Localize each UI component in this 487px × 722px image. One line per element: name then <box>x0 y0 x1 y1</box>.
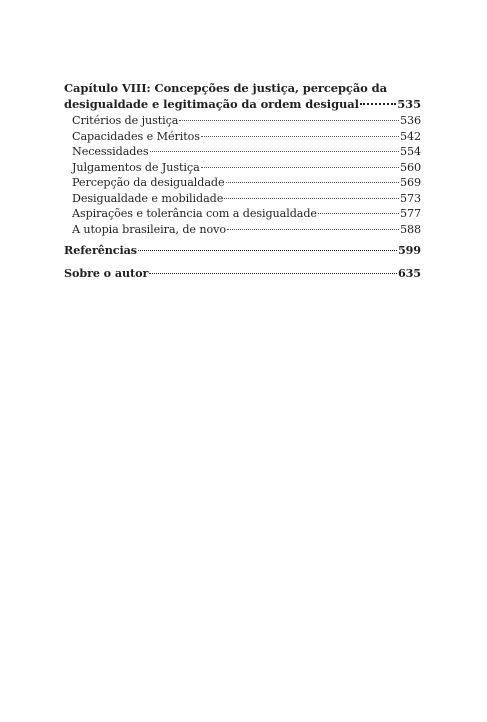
section-label: A utopia brasileira, de novo <box>72 222 226 236</box>
dot-leader <box>224 198 399 199</box>
section-label: Capacidades e Méritos <box>72 129 200 143</box>
section-label: Desigualdade e mobilidade <box>72 191 224 205</box>
section-entry-necessidades[interactable] <box>72 144 421 160</box>
dot-leader <box>201 136 399 137</box>
section-page-number: 577 <box>399 207 421 220</box>
section-list <box>72 113 421 237</box>
dot-leader <box>318 213 399 214</box>
section-entry-julgamentos[interactable] <box>72 160 421 176</box>
section-entry-aspiracoes[interactable] <box>72 206 421 222</box>
section-page-number: 542 <box>399 129 421 143</box>
about-author-entry[interactable] <box>64 266 421 282</box>
references-label: Referências <box>64 243 138 257</box>
table-of-contents <box>64 81 421 281</box>
section-entry-mobilidade[interactable] <box>72 191 421 207</box>
dot-leader <box>201 167 399 168</box>
section-page-number: 554 <box>399 145 421 158</box>
section-page-number: 560 <box>399 160 421 174</box>
section-label: Aspirações e tolerância com a desigualdade <box>72 207 317 220</box>
section-page-number: 588 <box>399 222 421 236</box>
dot-leader <box>360 103 396 105</box>
chapter-title-line2: desigualdade e legitimação da ordem desigual <box>64 96 359 111</box>
dot-leader <box>227 229 399 230</box>
references-page-number: 599 <box>397 243 421 257</box>
dot-leader <box>179 120 399 121</box>
section-entry-utopia[interactable] <box>72 222 421 238</box>
chapter-page-number: 535 <box>397 96 421 111</box>
section-label: Julgamentos de Justiça <box>72 160 200 174</box>
section-page-number: 573 <box>399 191 421 205</box>
section-entry-percepcao[interactable] <box>72 175 421 191</box>
section-page-number: 569 <box>399 176 421 189</box>
chapter-title-line1: Capítulo VIII: Concepções de justiça, percepção da <box>64 81 387 95</box>
section-label: Percepção da desigualdade <box>72 176 225 189</box>
section-entry-capacidades[interactable] <box>72 129 421 145</box>
about-author-label: Sobre o autor <box>64 265 149 280</box>
section-page-number: 536 <box>399 114 421 127</box>
dot-leader <box>150 151 399 152</box>
section-entry-criterios[interactable] <box>72 113 421 129</box>
section-label: Critérios de justiça <box>72 114 179 127</box>
references-entry[interactable] <box>64 243 421 259</box>
dot-leader <box>138 250 397 251</box>
chapter-entry[interactable] <box>64 97 421 113</box>
about-author-page-number: 635 <box>397 265 421 280</box>
dot-leader <box>226 182 399 183</box>
dot-leader <box>149 273 397 274</box>
section-label: Necessidades <box>72 145 149 158</box>
